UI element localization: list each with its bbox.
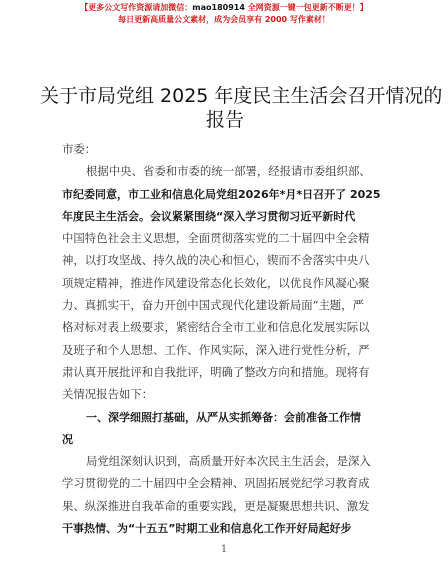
header-banner-line1 (0, 2, 448, 14)
paragraph-line-bold: 干事热情、为“十五五”时期工业和信息化工作开好局起好步 (62, 522, 352, 536)
section-heading-line (62, 406, 392, 428)
paragraph-line (62, 517, 392, 539)
paragraph-line: 根据中央、省委和市委的统一部署，经报请市委组织部、 (86, 164, 371, 179)
paragraph-line: 及班子和个人思想、工作、作风实际，深入进行党性分析，严 (62, 342, 370, 357)
salutation: 市委： (62, 142, 97, 156)
paragraph-line: 中国特色社会主义思想，全面贯彻落实党的二十届四中全会精 (62, 231, 370, 246)
document-body (62, 138, 392, 539)
section-heading: 况 (62, 432, 73, 446)
section-heading: 一、深学细照打基础，从严从实抓筹备：会前准备工作情 (86, 410, 361, 424)
title-line-1: 关于市局党组 2025 年度民主生活会召开情况的 (40, 85, 443, 107)
paragraph-line: 神，以打攻坚战、持久战的决心和恒心，锲而不舍落实中央八 (62, 253, 370, 268)
header-banner (0, 2, 448, 26)
document-title (40, 84, 443, 132)
paragraph-line: 关情况报告如下： (62, 387, 154, 402)
paragraph-line: 项规定精神，推进作风建设常态化长效化，以优良作风凝心聚 (62, 275, 370, 290)
paragraph-line: 局党组深刻认识到，高质量开好本次民主生活会，是深入 (86, 454, 371, 469)
section-heading-line (62, 428, 392, 450)
header-banner-suffix: 全网资源一键一包更新不断更！】 (244, 3, 368, 12)
header-banner-wechat-id: mao180914 (192, 3, 245, 12)
page-number: 1 (220, 544, 228, 555)
paragraph-line-bold: 年度民主生活会。会议紧紧围绕“深入学习贯彻习近平新时代 (62, 209, 356, 223)
header-banner-line2: 每日更新高质量公文素材，成为会员享有 2000 写作素材！ (118, 15, 330, 24)
paragraph-line: 格对标对表上级要求，紧密结合全市工业和信息化发展实际以 (62, 320, 370, 335)
paragraph-line: 力、真抓实干，奋力开创中国式现代化建设新局面”主题，严 (62, 298, 364, 313)
paragraph-line: 果、纵深推进自我革命的重要实践，更是凝聚思想共识、激发 (62, 498, 370, 513)
paragraph-line (62, 183, 392, 205)
title-line-2: 报告 (205, 109, 244, 131)
header-banner-prefix: 【更多公文写作资源请加微信： (80, 3, 193, 12)
paragraph-line-bold: 市纪委同意，市工业和信息化局党组2026年*月*日召开了 2025 (62, 187, 381, 201)
paragraph-line: 学习贯彻党的二十届四中全会精神、巩固拓展党纪学习教育成 (62, 476, 370, 491)
paragraph-line (62, 205, 392, 227)
paragraph-line: 肃认真开展批评和自我批评，明确了整改方向和措施。现将有 (62, 364, 370, 379)
